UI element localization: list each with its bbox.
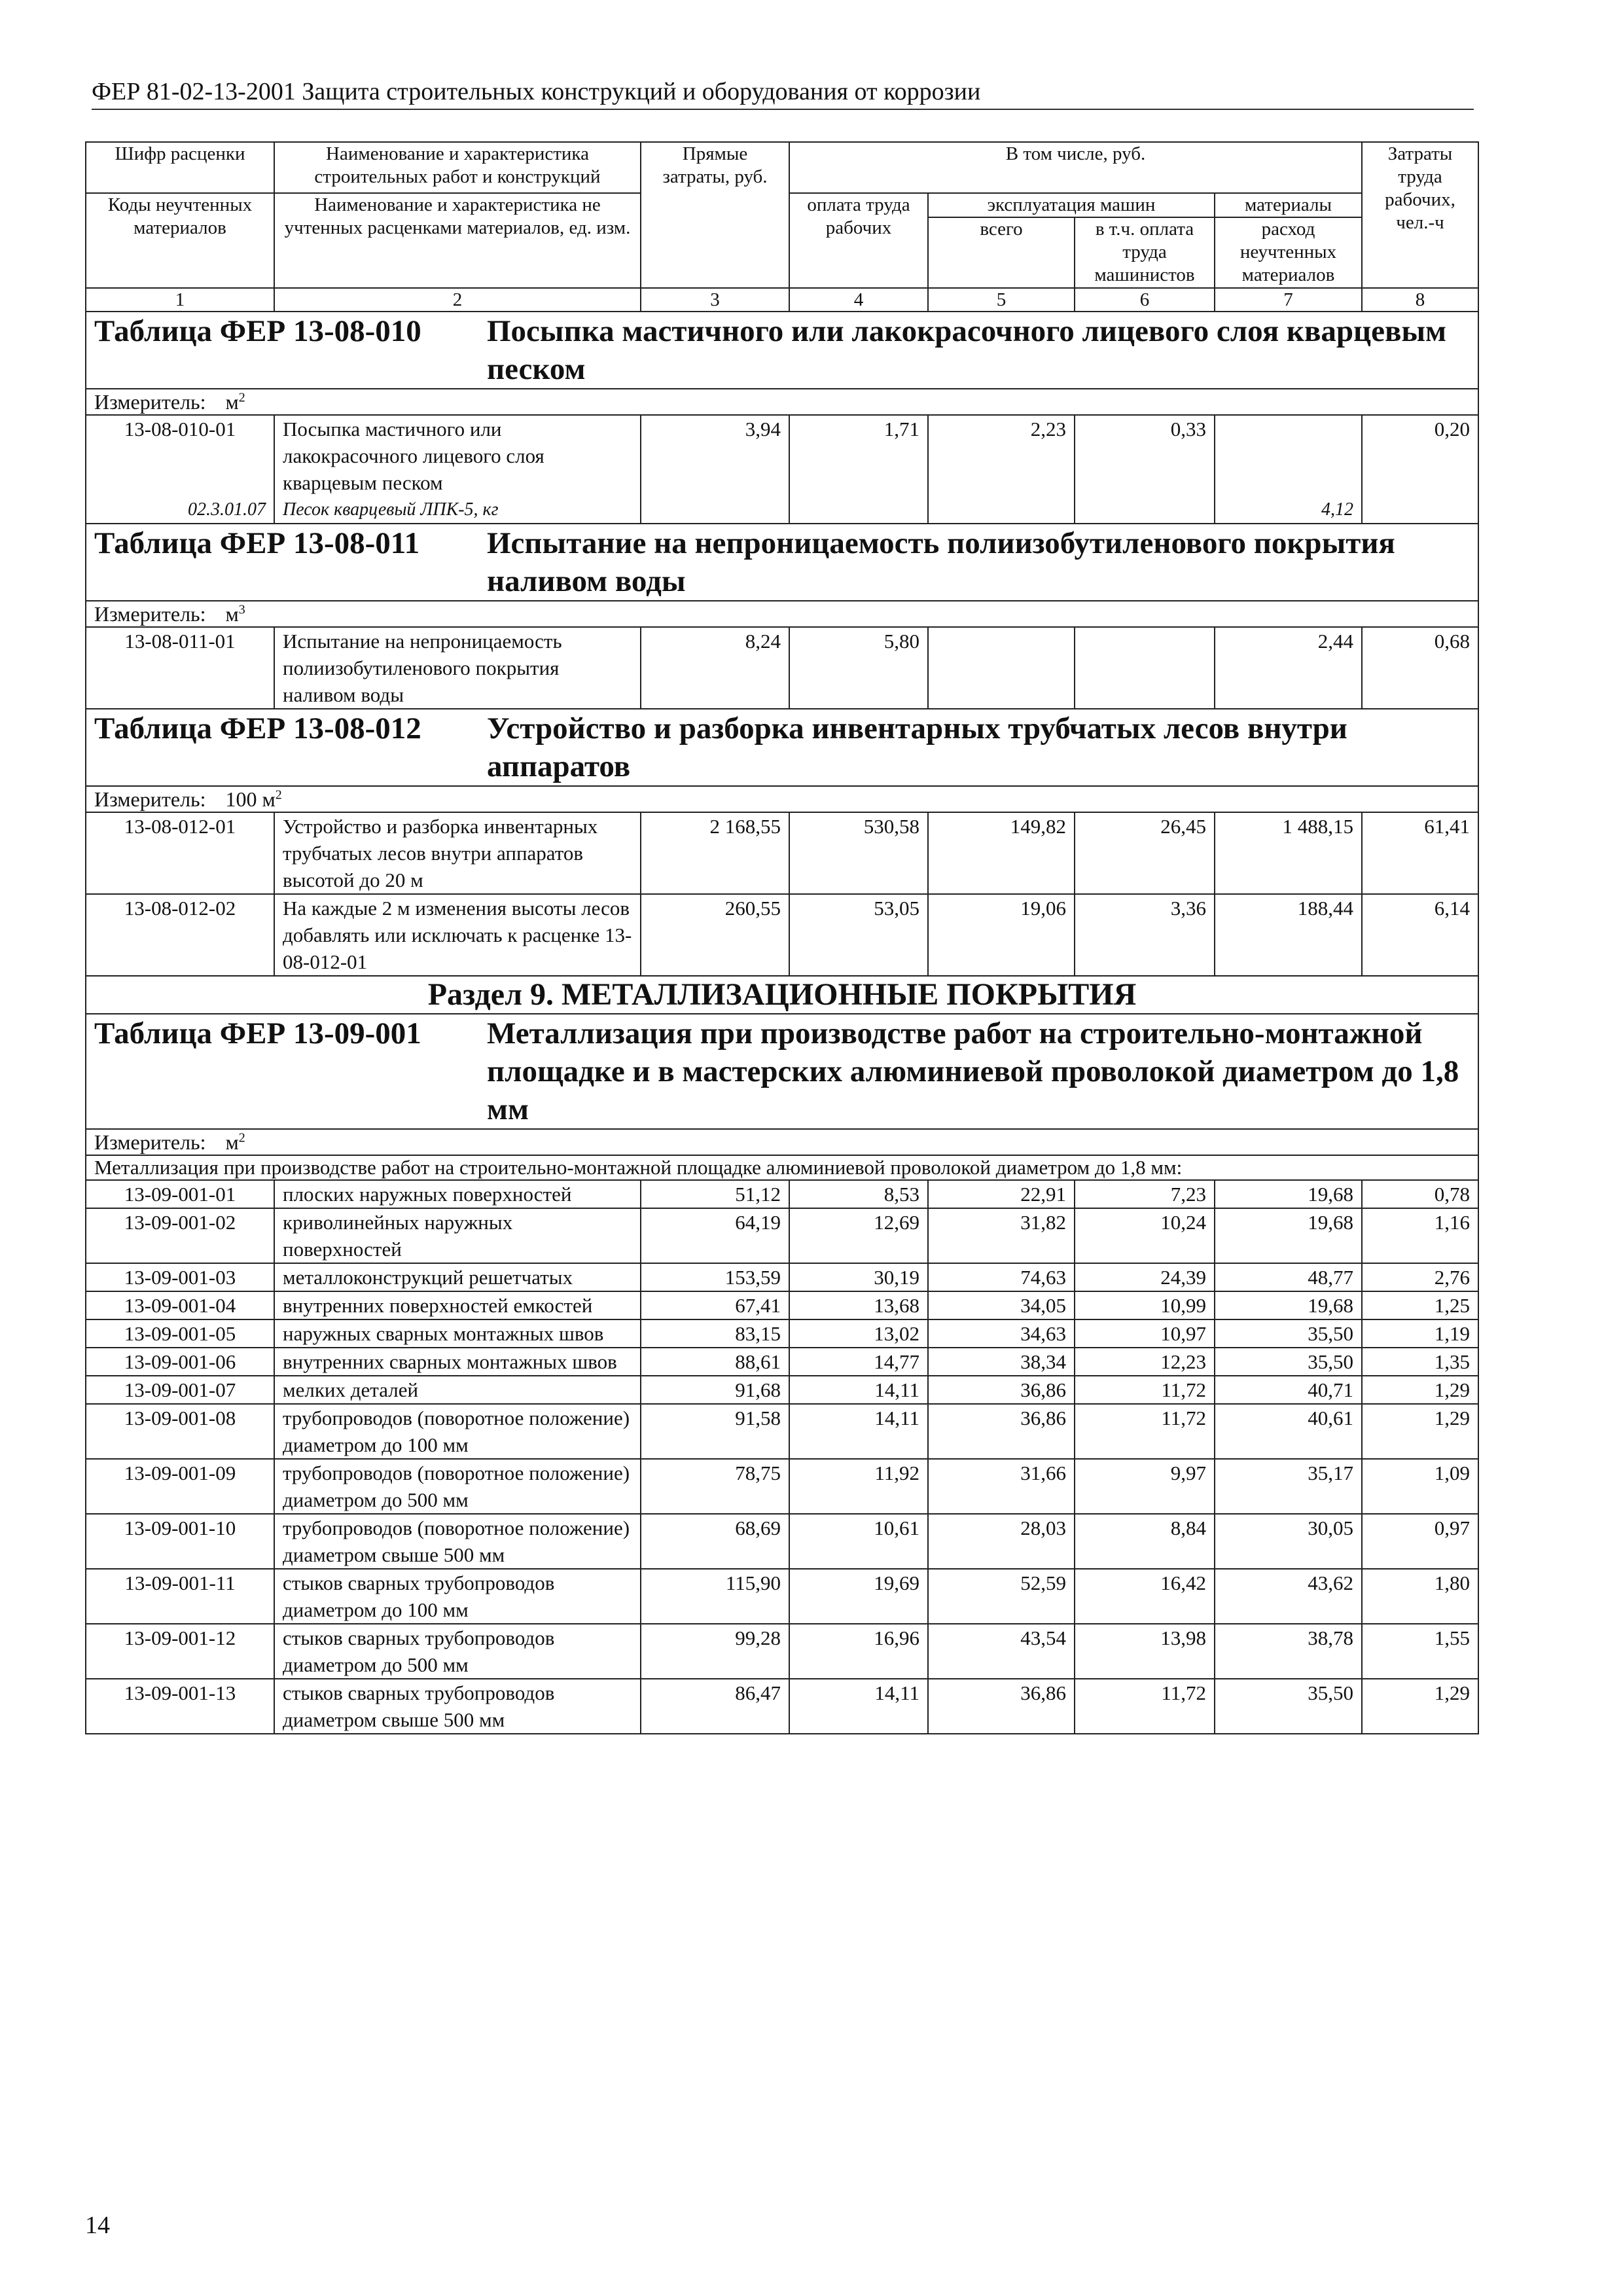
measure-value: м [225,1130,239,1154]
header-machinist-pay: в т.ч. оплата труда машинистов [1075,217,1215,288]
measure-label: Измеритель: [94,602,206,626]
labor-hours: 1,29 [1362,1376,1478,1404]
materials: 19,68 [1215,1291,1362,1319]
machines-total: 38,34 [928,1348,1075,1376]
rate-name: мелких деталей [274,1376,641,1404]
materials: 35,50 [1215,1348,1362,1376]
machinist-pay: 10,97 [1075,1319,1215,1348]
machines-total: 43,54 [928,1624,1075,1679]
measure-exponent: 2 [275,787,282,802]
machines-total: 52,59 [928,1569,1075,1624]
labor-pay: 530,58 [789,812,928,894]
column-number: 1 [86,288,274,312]
direct-costs: 78,75 [641,1459,789,1514]
header-work-name: Наименование и характеристика строительных работ и конструкций [274,142,641,193]
machinist-pay: 11,72 [1075,1376,1215,1404]
labor-hours: 1,25 [1362,1291,1478,1319]
labor-hours: 2,76 [1362,1263,1478,1291]
machines-total: 31,66 [928,1459,1075,1514]
materials: 19,68 [1215,1208,1362,1263]
direct-costs: 68,69 [641,1514,789,1569]
table-row [86,1569,1478,1624]
table-row [86,1291,1478,1319]
rate-code: 13-09-001-09 [86,1459,274,1514]
column-number: 6 [1075,288,1215,312]
table-label: Таблица ФЕР 13-08-010 [94,314,421,348]
rate-name: трубопроводов (поворотное положение) диаметром свыше 500 мм [274,1514,641,1569]
labor-hours: 6,14 [1362,894,1478,976]
machines-total: 22,91 [928,1180,1075,1208]
table-row [86,627,1478,709]
header-materials: материалы [1215,193,1362,217]
table-label: Таблица ФЕР 13-08-012 [94,711,421,745]
column-number: 5 [928,288,1075,312]
direct-costs: 2 168,55 [641,812,789,894]
materials: 1 488,15 [1215,812,1362,894]
machinist-pay: 10,99 [1075,1291,1215,1319]
labor-pay: 12,69 [789,1208,928,1263]
table-row [86,1180,1478,1208]
direct-costs: 260,55 [641,894,789,976]
machines-total: 31,82 [928,1208,1075,1263]
labor-hours: 0,68 [1362,627,1478,709]
machinist-pay: 24,39 [1075,1263,1215,1291]
machinist-pay: 11,72 [1075,1679,1215,1734]
labor-hours: 1,09 [1362,1459,1478,1514]
machines-total: 34,05 [928,1291,1075,1319]
machinist-pay: 7,23 [1075,1180,1215,1208]
direct-costs: 64,19 [641,1208,789,1263]
header-rate-code: Шифр расценки [86,142,274,193]
materials: 35,50 [1215,1679,1362,1734]
machinist-pay: 11,72 [1075,1404,1215,1459]
table-row [86,894,1478,976]
table-row [86,1624,1478,1679]
table-row [86,1348,1478,1376]
labor-pay: 1,71 [789,415,928,524]
table-row [86,415,1478,496]
table-label: Таблица ФЕР 13-08-011 [94,526,420,560]
labor-pay: 11,92 [789,1459,928,1514]
rates-table [85,141,1479,1734]
table-row [86,1319,1478,1348]
table-title: Устройство и разборка инвентарных трубчатых лесов внутри аппаратов [487,711,1347,783]
machinist-pay: 9,97 [1075,1459,1215,1514]
labor-pay: 14,11 [789,1679,928,1734]
labor-hours: 0,20 [1362,415,1478,524]
column-number: 7 [1215,288,1362,312]
machinist-pay [1075,627,1215,709]
materials: 40,61 [1215,1404,1362,1459]
document-header: ФЕР 81-02-13-2001 Защита строительных конструкций и оборудования от коррозии [92,77,1474,110]
direct-costs: 86,47 [641,1679,789,1734]
table-title: Испытание на непроницаемость полиизобутиленового покрытия наливом воды [487,526,1395,598]
table-row [86,1404,1478,1459]
section-title: Раздел 9. МЕТАЛЛИЗАЦИОННЫЕ ПОКРЫТИЯ [86,976,1478,1014]
rate-name: Испытание на непроницаемость полиизобутиленового покрытия наливом воды [274,627,641,709]
rate-name: стыков сварных трубопроводов диаметром до 500 мм [274,1624,641,1679]
rate-code: 13-08-012-01 [86,812,274,894]
table-row [86,1263,1478,1291]
measure-unit [86,601,1478,627]
table-heading [86,709,1478,786]
machinist-pay: 10,24 [1075,1208,1215,1263]
material-name: Песок кварцевый ЛПК-5, кг [274,496,641,524]
rate-code: 13-09-001-03 [86,1263,274,1291]
materials [1215,415,1362,496]
rate-code: 13-08-010-01 [86,415,274,496]
machines-total: 34,63 [928,1319,1075,1348]
header-machines: эксплуатация машин [928,193,1215,217]
table-row [86,1376,1478,1404]
rate-name: металлоконструкций решетчатых [274,1263,641,1291]
machinist-pay: 16,42 [1075,1569,1215,1624]
table-row [86,1208,1478,1263]
machines-total: 36,86 [928,1376,1075,1404]
rate-name: внутренних поверхностей емкостей [274,1291,641,1319]
labor-pay: 30,19 [789,1263,928,1291]
direct-costs: 91,68 [641,1376,789,1404]
rate-name: внутренних сварных монтажных швов [274,1348,641,1376]
rate-name: стыков сварных трубопроводов диаметром до 100 мм [274,1569,641,1624]
table-heading [86,312,1478,389]
material-code: 02.3.01.07 [86,496,274,524]
materials: 48,77 [1215,1263,1362,1291]
column-number: 4 [789,288,928,312]
measure-unit [86,389,1478,415]
materials: 19,68 [1215,1180,1362,1208]
labor-hours: 0,78 [1362,1180,1478,1208]
direct-costs: 88,61 [641,1348,789,1376]
labor-hours: 0,97 [1362,1514,1478,1569]
rate-name: На каждые 2 м изменения высоты лесов добавлять или исключать к расценке 13-08-012-01 [274,894,641,976]
labor-hours: 1,16 [1362,1208,1478,1263]
material-quantity: 4,12 [1215,496,1362,524]
materials: 188,44 [1215,894,1362,976]
machines-total: 36,86 [928,1404,1075,1459]
machines-total: 74,63 [928,1263,1075,1291]
rate-name: плоских наружных поверхностей [274,1180,641,1208]
materials: 30,05 [1215,1514,1362,1569]
rate-code: 13-09-001-06 [86,1348,274,1376]
measure-label: Измеритель: [94,1130,206,1154]
labor-hours: 1,29 [1362,1679,1478,1734]
rate-name: криволинейных наружных поверхностей [274,1208,641,1263]
measure-exponent: 2 [238,390,245,405]
table-heading [86,1014,1478,1129]
machinist-pay: 26,45 [1075,812,1215,894]
header-labor-hours: Затраты труда рабочих, чел.-ч [1362,142,1478,288]
labor-pay: 19,69 [789,1569,928,1624]
measure-exponent: 2 [238,1130,245,1145]
machines-total: 28,03 [928,1514,1075,1569]
machines-total: 19,06 [928,894,1075,976]
header-labor-pay: оплата труда рабочих [789,193,928,288]
table-title: Металлизация при производстве работ на строительно-монтажной площадке и в мастерских алюминиевой проволокой диаметром до 1,8 мм [487,1016,1459,1126]
rate-code: 13-09-001-07 [86,1376,274,1404]
table-heading [86,524,1478,601]
labor-pay: 13,68 [789,1291,928,1319]
direct-costs: 153,59 [641,1263,789,1291]
machinist-pay: 12,23 [1075,1348,1215,1376]
materials: 2,44 [1215,627,1362,709]
direct-costs: 8,24 [641,627,789,709]
machinist-pay: 0,33 [1075,415,1215,524]
materials: 38,78 [1215,1624,1362,1679]
table-label: Таблица ФЕР 13-09-001 [94,1016,421,1050]
materials: 35,50 [1215,1319,1362,1348]
labor-pay: 16,96 [789,1624,928,1679]
machinist-pay: 13,98 [1075,1624,1215,1679]
machinist-pay: 8,84 [1075,1514,1215,1569]
labor-pay: 14,11 [789,1376,928,1404]
rate-name: Устройство и разборка инвентарных трубчатых лесов внутри аппаратов высотой до 20 м [274,812,641,894]
header-material-consumption: расход неучтенных материалов [1215,217,1362,288]
direct-costs: 67,41 [641,1291,789,1319]
labor-pay: 14,77 [789,1348,928,1376]
header-machines-total: всего [928,217,1075,288]
rate-code: 13-09-001-05 [86,1319,274,1348]
machines-total [928,627,1075,709]
machinist-pay: 3,36 [1075,894,1215,976]
labor-hours: 1,35 [1362,1348,1478,1376]
labor-hours: 1,55 [1362,1624,1478,1679]
rate-code: 13-09-001-10 [86,1514,274,1569]
rate-code: 13-09-001-12 [86,1624,274,1679]
measure-value: м [225,390,239,414]
measure-unit [86,1129,1478,1155]
column-number: 2 [274,288,641,312]
labor-hours: 1,80 [1362,1569,1478,1624]
direct-costs: 83,15 [641,1319,789,1348]
group-description: Металлизация при производстве работ на строительно-монтажной площадке алюминиевой проволокой диаметром до 1,8 мм: [86,1155,1478,1180]
materials: 40,71 [1215,1376,1362,1404]
labor-hours: 1,29 [1362,1404,1478,1459]
measure-exponent: 3 [238,602,245,617]
header-direct-costs: Прямые затраты, руб. [641,142,789,288]
measure-value: 100 м [225,787,276,811]
table-row [86,1459,1478,1514]
rate-code: 13-09-001-01 [86,1180,274,1208]
rate-code: 13-08-011-01 [86,627,274,709]
labor-hours: 1,19 [1362,1319,1478,1348]
rate-name: наружных сварных монтажных швов [274,1319,641,1348]
table-row [86,812,1478,894]
labor-pay: 13,02 [789,1319,928,1348]
direct-costs: 99,28 [641,1624,789,1679]
rate-code: 13-09-001-04 [86,1291,274,1319]
measure-label: Измеритель: [94,390,206,414]
measure-unit [86,786,1478,812]
rate-name: трубопроводов (поворотное положение) диаметром до 100 мм [274,1404,641,1459]
labor-pay: 14,11 [789,1404,928,1459]
direct-costs: 3,94 [641,415,789,524]
rate-code: 13-09-001-11 [86,1569,274,1624]
header-material-names: Наименование и характеристика не учтенных расценками материалов, ед. изм. [274,193,641,288]
direct-costs: 91,58 [641,1404,789,1459]
direct-costs: 115,90 [641,1569,789,1624]
column-number: 3 [641,288,789,312]
rate-code: 13-08-012-02 [86,894,274,976]
header-including: В том числе, руб. [789,142,1362,193]
rate-name: трубопроводов (поворотное положение) диаметром до 500 мм [274,1459,641,1514]
rate-code: 13-09-001-13 [86,1679,274,1734]
table-row [86,1514,1478,1569]
table-row [86,1679,1478,1734]
table-title: Посыпка мастичного или лакокрасочного лицевого слоя кварцевым песком [487,314,1447,386]
rate-code: 13-09-001-02 [86,1208,274,1263]
rate-name: стыков сварных трубопроводов диаметром свыше 500 мм [274,1679,641,1734]
machines-total: 36,86 [928,1679,1075,1734]
measure-label: Измеритель: [94,787,206,811]
direct-costs: 51,12 [641,1180,789,1208]
materials: 35,17 [1215,1459,1362,1514]
labor-pay: 53,05 [789,894,928,976]
machines-total: 2,23 [928,415,1075,524]
measure-value: м [225,602,239,626]
labor-hours: 61,41 [1362,812,1478,894]
machines-total: 149,82 [928,812,1075,894]
rate-name: Посыпка мастичного или лакокрасочного лицевого слоя кварцевым песком [274,415,641,496]
materials: 43,62 [1215,1569,1362,1624]
rate-code: 13-09-001-08 [86,1404,274,1459]
labor-pay: 10,61 [789,1514,928,1569]
page-number: 14 [85,2212,110,2239]
header-material-codes: Коды неучтенных материалов [86,193,274,288]
labor-pay: 8,53 [789,1180,928,1208]
labor-pay: 5,80 [789,627,928,709]
column-number: 8 [1362,288,1478,312]
